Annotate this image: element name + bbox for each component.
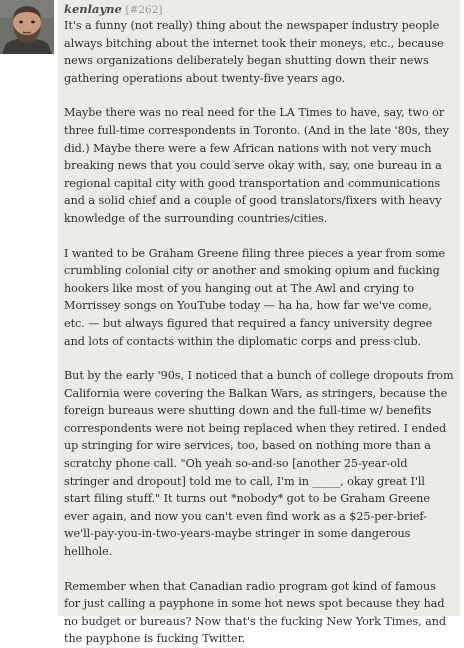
user-avatar-icon (0, 0, 54, 54)
avatar[interactable] (0, 0, 54, 54)
comment-paragraph: But by the early '90s, I noticed that a bunch of college dropouts from California were covering the Balkan Wars, as stringers, because the foreign bureaus were shutting down and the full-time w/ benefits correspondents were not being replaced when they retired. I ended up stringing for wire services, too, based on nothing more than a scratchy phone call. "Oh yeah so-and-so [another 25-year-old stringer and dropout] told me to call, I'm in _____, okay great I'll start filing stuff." It turns out *nobody* got to be Graham Greene ever again, and now you can't even find work as a $25-per-brief-we'll-pay-you-in-two-years-maybe stringer in some dangerous hellhole. (64, 369, 454, 559)
comment-paragraph: Maybe there was no real need for the LA Times to have, say, two or three full-time correspondents in Toronto. (And in the late '80s, they did.) Maybe there were a few African nations with not very much breaking news that you could serve okay with, say, one bureau in a regional capital city with good transportation and communications and a solid chief and a couple of good translators/fixers with heavy knowledge of the surrounding countries/cities. (64, 106, 449, 225)
comment-id-link[interactable]: [#262] (125, 4, 163, 16)
comment-paragraph: It's a funny (not really) thing about the newspaper industry people always bitching about the internet took their moneys, etc., because news organizations deliberately began shutting down their news gathering operations about twenty-five years ago. (64, 19, 444, 85)
comment-body (64, 17, 454, 648)
comment-author-link[interactable]: kenlayne (64, 2, 122, 16)
comment-paragraph: Remember when that Canadian radio program got kind of famous for just calling a payphone in some hot news spot because they had no budget or bureaus? Now that's the fucking New York Times, and the payphone is fucking Twitter. (64, 579, 447, 646)
comment (58, 0, 460, 646)
comment-header (64, 2, 454, 17)
comment-paragraph: I wanted to be Graham Greene filing three pieces a year from some crumbling colonial city or another and smoking opium and fucking hookers like most of you hanging out at The Awl and crying to Morrissey songs on YouTube today — ha ha, how far we've come, etc. — but always figured that required a fancy university degree and lots of contacts within the diplomatic corps and press club. (64, 246, 446, 348)
